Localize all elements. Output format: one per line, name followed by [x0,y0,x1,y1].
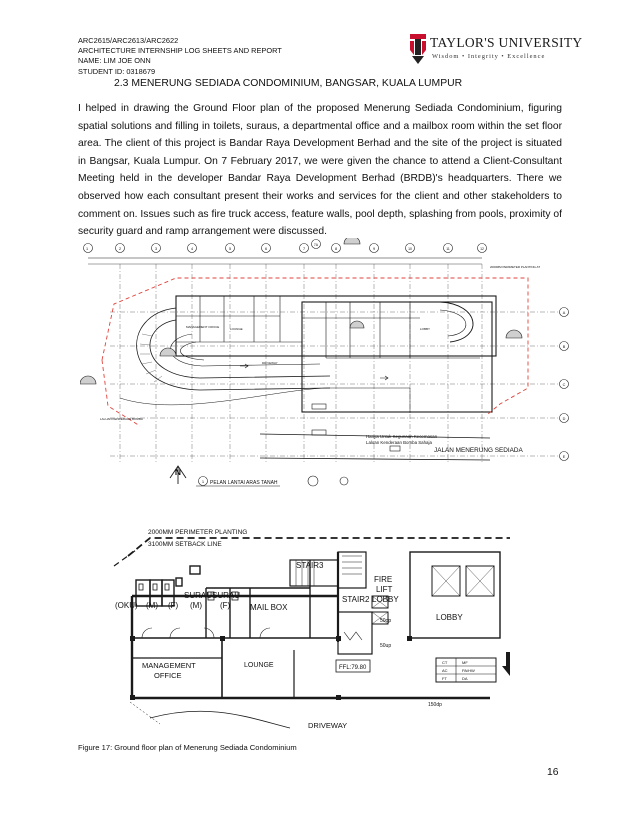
report-title: ARCHITECTURE INTERNSHIP LOG SHEETS AND REPORT [78,46,282,56]
lift-label: LIFT [376,585,393,594]
stair2-label: STAIR2 [342,595,370,604]
fire-lift-lobby-label: LOBBY [372,595,399,604]
stair3-label: STAIR3 [296,561,324,570]
surau-female-label: SURAU [212,591,241,600]
plan-number: 1 [201,479,205,484]
male-toilet-label: (M) [146,601,158,610]
grid-c: C [562,383,566,387]
road-label: JALAN MENERUNG SEDIADA [434,447,523,454]
figure-caption: Figure 17: Ground floor plan of Menerung Sediada Condominium [78,743,297,752]
lobby-label-detail: LOBBY [436,613,463,622]
fire-lane-label: LALUAN KENDERAAN BOMBA [100,417,143,421]
lift-code-mf: MF [462,660,468,665]
section-arrow-icon [502,652,510,676]
grid-1: 1 [85,247,89,251]
grid-9: 9 [372,247,376,251]
student-name: NAME: LIM JOE ONN [78,56,151,66]
grid-4: 4 [190,247,194,251]
surau-male-label: SURAU [184,591,213,600]
surau-female-sub: (F) [220,601,231,610]
course-codes: ARC2615/ARC2613/ARC2622 [78,36,179,45]
up-label-1: 50dp [380,618,392,624]
university-crest-icon [408,34,428,64]
plan-title: PELAN LANTAI ARAS TANAH [210,480,278,486]
office-label: MANAGEMENT OFFICE [186,325,220,329]
grid-bubbles-top [84,240,487,253]
ground-floor-plan-overview [80,238,570,500]
lift-code-da: DA [462,676,468,681]
university-name: TAYLOR'S UNIVERSITY [430,35,583,50]
female-toilet-label: (F) [168,601,179,610]
taylors-university-logo [408,34,583,68]
document-header [78,36,282,77]
office-label-detail: OFFICE [154,671,182,680]
grid-5: 5 [228,247,232,251]
grid-e: E [562,455,566,459]
notice-line-2: Laluan Kenderaan Bomba Sahaja [366,440,432,445]
grid-3: 3 [154,247,158,251]
up-label-2: 50up [380,643,392,649]
oku-toilet-label: (OKU) [115,601,138,610]
notice-line-1: Hanya Untuk Kegunaan Kecemasan [366,434,438,439]
driveway-label-detail: DRIVEWAY [308,721,348,730]
lift-code-ft: FT [442,676,447,681]
ground-floor-plan-detail [110,522,510,730]
grid-7: 7 [302,247,306,251]
planting-note: 2000MM PERIMETER PLANTING AT [490,265,541,269]
grid-11: 11 [446,247,450,251]
grid-b: B [562,345,566,349]
grid-2: 2 [118,247,122,251]
planting-label: 2000MM PERIMETER PLANTING [148,529,248,536]
grid-6: 6 [264,247,268,251]
lounge-label-detail: LOUNGE [244,662,274,669]
grid-a: A [562,311,566,315]
fire-label: FIRE [374,575,393,584]
grid-10: 10 [408,247,412,251]
lounge-label: LOUNGE [230,327,243,331]
section-paragraph: I helped in drawing the Ground Floor plan of the proposed Menerung Sediada Condominium, figuring spatial solutions and filling in toilets, suraus, a departmental office and a mailbox room within the set floor area. The client of this project is Bandar Raya Development Berhad and the site of the project is situated in Bangsar, Kuala Lumpur. On 7 February 2017, we were given the chance to attend a Client-Consultant Meeting held in the developer Bandar Raya Development Berhad (BRDB)'s headquarters. There we observed how each consultant present their works and services for the client and other stakeholders to comment on. Issues such as fire truck access, feature walls, pool depth, splashing from pools, proximity of security guard and ramp arrangement were discussed. [78,103,562,238]
student-id: STUDENT ID: 0318679 [78,66,156,76]
surau-male-sub: (M) [190,601,202,610]
setback-label: 3100MM SETBACK LINE [148,541,222,548]
grid-12: 12 [480,247,484,251]
university-motto: Wisdom • Integrity • Excellence [432,53,546,60]
lobby-label: LOBBY [420,327,431,331]
ffl-label: FFL:79.80 [339,665,367,671]
grid-d: D [562,417,566,421]
lift-code-pahw: PA/HW [462,668,475,673]
north-label: N [174,467,182,477]
driveway-label: DRIVEWAY [262,361,278,365]
lift-code-ac: AC [442,668,448,673]
mailbox-label: MAIL BOX [250,603,288,612]
management-label: MANAGEMENT [142,661,196,670]
page-number: 16 [547,767,559,778]
dp-label: 150dp [428,702,442,708]
section-title: 2.3 MENERUNG SEDIADA CONDOMINIUM, BANGSAR, KUALA LUMPUR [114,78,463,89]
lift-code-ct: CT [442,660,448,665]
grid-7a: 7A [313,243,319,247]
grid-8: 8 [334,247,338,251]
